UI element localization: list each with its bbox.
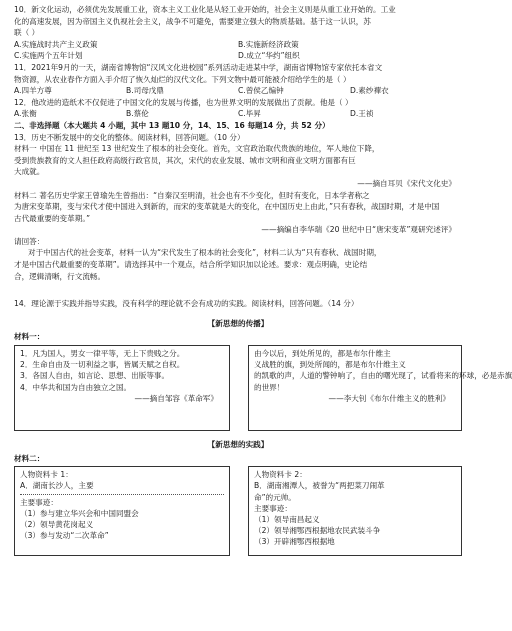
q12-option-b[interactable]: B.蔡伦 <box>126 109 149 119</box>
q10-options-row2 <box>14 50 462 62</box>
card1-item2: （2）领导黄花岗起义 <box>20 520 94 530</box>
q10-option-b[interactable]: B.实施新经济政策 <box>238 39 299 49</box>
card1-divider <box>20 494 224 495</box>
q10-option-a[interactable]: A.实施战时共产主义政策 <box>14 39 98 49</box>
q14-material1-boxes <box>14 345 512 431</box>
q14-heading-practice: 【新思想的实践】 <box>207 440 269 450</box>
left-box-source: ——摘自邹容《革命军》 <box>134 393 218 403</box>
q13-material2-line2: 为唐宋变革期，变与宋代才使中国进入到新的，而宋的变革就是大的变化，在中国历史上由此，”只有春秋，战国时期，才是中国 <box>14 202 440 212</box>
right-box-line3: 的凯歌的声，人道的警钟响了，自由的曙光现了，试看将来的环球，必是赤旗 <box>254 371 512 381</box>
card2-item1: （1）领导南昌起义 <box>254 515 320 525</box>
q10-line1: 10．新文化运动，必须优先发展重工业，资本主义工业化是从轻工业开始的，社会主义则是从重工业开始的。工业 <box>14 5 396 14</box>
q12-line1: 12．他改进的造纸术不仅促进了中国文化的发展与传播，也为世界文明的发展做出了贡献。他是（ ） <box>14 97 353 107</box>
right-box-source: ——李大钊《布尔什维主义的胜利》 <box>328 393 450 403</box>
q14-heading-spread: 【新思想的传播】 <box>207 318 269 328</box>
right-box-line4: 的世界！ <box>254 382 285 392</box>
card2-title: 人物资料卡 2： <box>254 470 307 480</box>
q10-options-row1 <box>14 39 462 51</box>
card2-name-line2: 命”的元帅。 <box>254 492 296 502</box>
left-quote-box <box>14 345 230 431</box>
q13-material2-line1: 材料二 著名历史学家王曾瑜先生曾指出：“自秦汉至明清，社会也有不少变化，但时有变化，日本学者称之 <box>14 190 370 200</box>
q13-question-line3: 合，逻辑清晰，行文流畅。 <box>14 271 106 281</box>
left-box-line2: 2．生命自由及一切利益之事，皆属天赋之自权。 <box>20 360 185 370</box>
q10-line2: 化的高速发展，因为帝国主义仇视社会主义，战争不可避免，需要建立强大的物质基础。基于这一认识，苏 <box>14 16 371 26</box>
q12-options <box>14 108 462 120</box>
card1-subtitle: 主要事迹： <box>20 497 58 507</box>
card2-subtitle: 主要事迹： <box>254 503 292 513</box>
q12-option-a[interactable]: A.张衡 <box>14 109 37 119</box>
q14-material2-cards <box>14 466 462 556</box>
person-card-2 <box>248 466 462 556</box>
q13-material1-line2: 受到贵族教育的文人担任政府高级行政官员，其次，宋代的农业发展、城市文明和商业文明方面都有巨 <box>14 155 356 165</box>
q13-material2-source: ——摘编自李华瑞《20 世纪中日“唐宋变革”观研究述评》 <box>261 225 456 235</box>
card2-item2: （2）领导湘鄂西根据地农民武装斗争 <box>254 526 381 536</box>
q11-option-b[interactable]: B.司母戊鼎 <box>126 86 164 96</box>
card1-item1: （1）参与建立华兴会和中国同盟会 <box>20 508 139 518</box>
q13-question-line2: 才是中国古代最重要的变革期”。请选择其中一个观点，结合所学知识加以论述。要求：观点明确，史论结 <box>14 260 368 270</box>
q13-question-label: 请回答： <box>14 236 45 246</box>
q13-material1-line1: 材料一 中国在 11 世纪至 13 世纪发生了根本的社会变化。首先，文官政治取代贵族的地位，军人地位下降， <box>14 144 380 154</box>
right-box-line2: 义战胜的旗，到处所闻的，都是布尔什维主义 <box>254 360 406 370</box>
q13-material1-line3: 大成就。 <box>14 167 45 177</box>
card2-item3: （3）开辟湘鄂西根据地 <box>254 537 335 547</box>
card2-name: B．湖南湘潭人，被誉为“两把菜刀闹革 <box>254 481 385 491</box>
q10-line3: 联（ ） <box>14 28 40 38</box>
q11-line1: 11．2021年9月的一天，湖南省博物馆“汉风文化进校园”系列活动走进某中学，湖南省博物馆专家依托本省文 <box>14 62 383 72</box>
right-quote-box <box>248 345 512 431</box>
q11-option-d[interactable]: D.素纱襌衣 <box>350 86 389 96</box>
q12-option-c[interactable]: C.毕昇 <box>238 109 261 119</box>
q13-question-line1: 对于中国古代的社会变革，材料一认为“宋代发生了根本的社会变化”，材料二认为“只有春秋、战国时期， <box>28 248 382 258</box>
q14-stem: 14．理论源于实践并指导实践，没有科学的理论就不会有成功的实践。阅读材料，回答问题。（14 分） <box>14 299 359 309</box>
q11-line2: 物资源，从农业春作方面入手介绍了恢久灿烂的汉代文化。下列文物中最可能被介绍给学生的是（ ） <box>14 74 351 84</box>
q10-option-d[interactable]: D.成立“华约”组织 <box>238 51 300 61</box>
q12-option-d[interactable]: D.王祯 <box>350 109 374 119</box>
q14-material2-label: 材料二： <box>14 453 45 463</box>
card1-name: A．湖南长沙人，主要 <box>20 481 94 491</box>
right-box-line1: 由今以后，到处所见的，都是布尔什维主 <box>254 349 391 359</box>
left-box-line4: 4．中华共和国为自由独立之国。 <box>20 382 132 392</box>
card1-title: 人物资料卡 1： <box>20 470 73 480</box>
q13-material2-line3: 古代最重要的变革期。” <box>14 213 91 223</box>
q13-material1-source: ——摘自耳贝《宋代文化史》 <box>357 178 456 188</box>
card1-item3: （3）参与发动“二次革命” <box>20 531 109 541</box>
q13-stem: 13．历史不断发展中的交化的整体。阅读材料，回答问题。（10 分） <box>14 132 245 142</box>
q11-options <box>14 85 462 97</box>
left-box-line3: 3．各国人自由，如言论、思想、出版等事。 <box>20 371 170 381</box>
section-title: 二、非选择题（本大题共 4 小题，其中 13 题10 分，14、15、16 每题14 分，共 52 分） <box>14 120 330 130</box>
left-box-line1: 1．凡为国人，男女一律平等，无上下贵贱之分。 <box>20 349 185 359</box>
q11-option-a[interactable]: A.四羊方尊 <box>14 86 52 96</box>
q10-option-c[interactable]: C.实施两个五年计划 <box>14 51 83 61</box>
q14-material1-label: 材料一： <box>14 332 45 342</box>
q11-option-c[interactable]: C.曾侯乙编钟 <box>238 86 284 96</box>
person-card-1 <box>14 466 230 556</box>
